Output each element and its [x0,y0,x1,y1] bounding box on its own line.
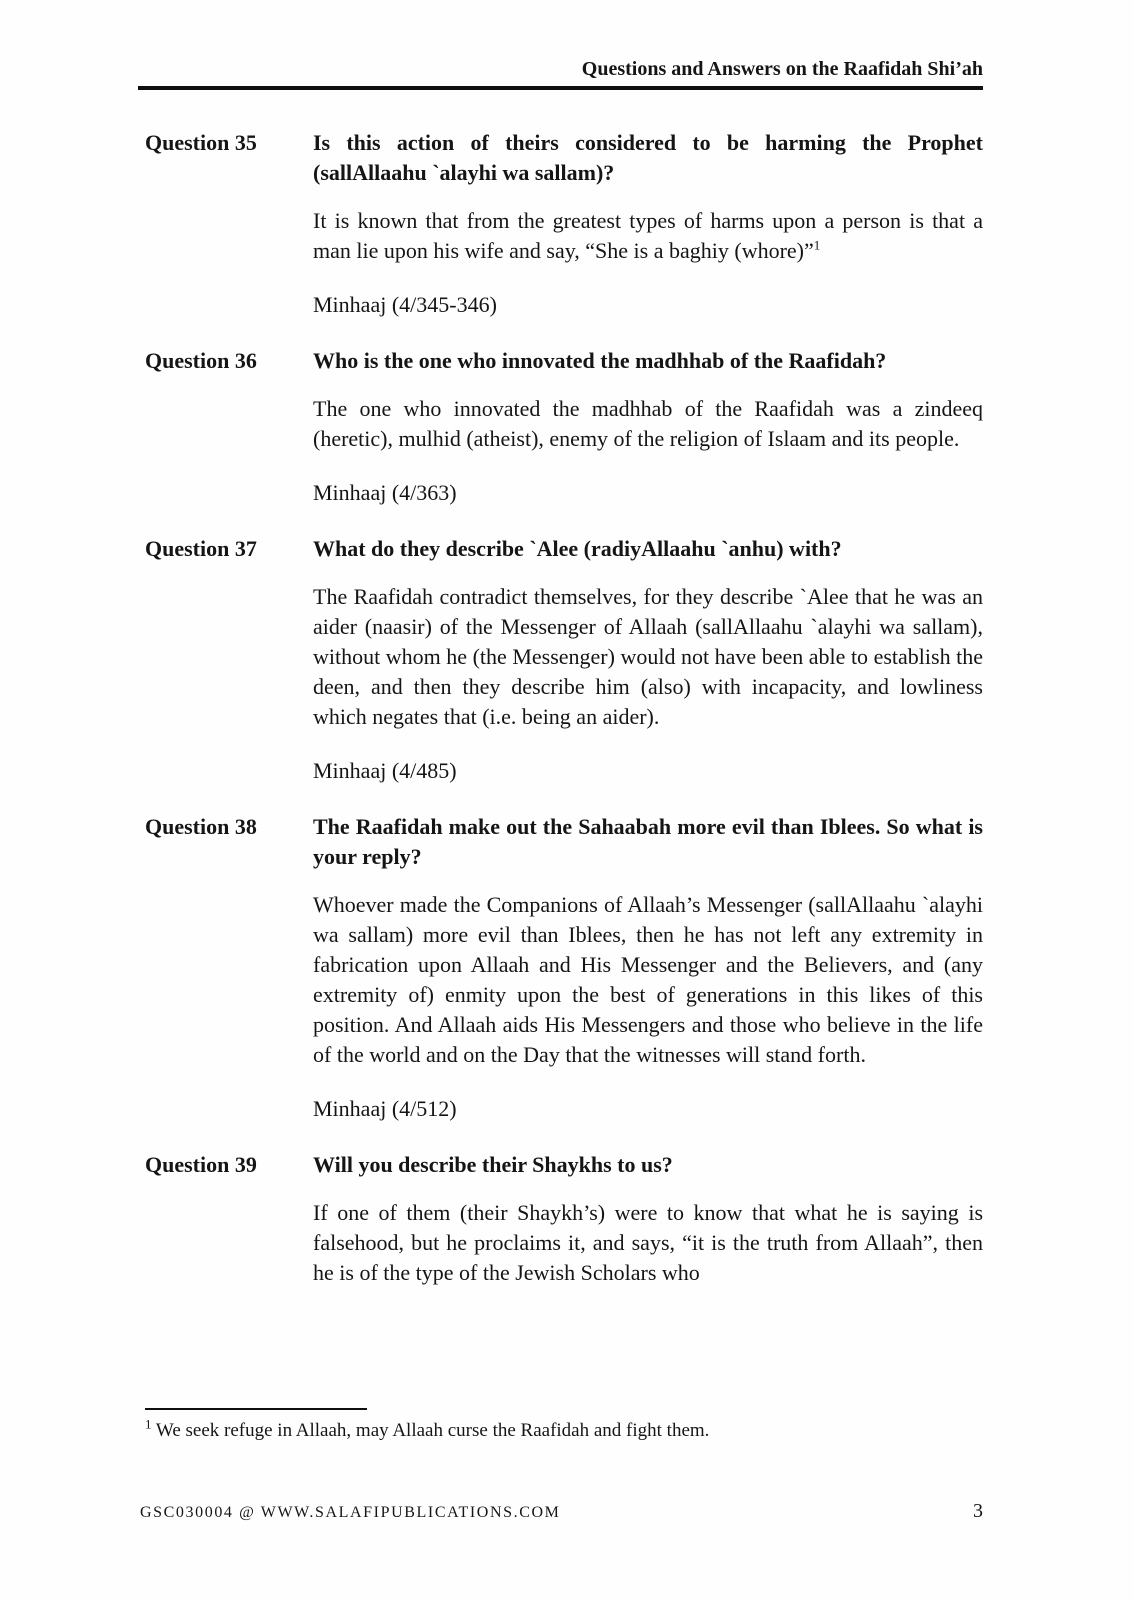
question-label: Question 36 [145,348,257,373]
question-block [145,128,983,320]
answer-text [313,394,983,454]
answer-text [313,890,983,1070]
header-rule [138,86,983,90]
page-header [138,56,983,90]
answer-body: Whoever made the Companions of Allaah’s Messenger (sallAllaahu `alayhi wa sallam) more evil than Iblees, then he has not left any extremity in fabrication upon Allaah and His Messenger and the Believers, and (any extremity of) enmity upon the best of generations in this likes of this position. And Allaah aids His Messengers and those who believe in the life of the world and on the Day that the witnesses will stand forth. [313,892,983,1067]
footer-publication-id: GSC030004 @ WWW.SALAFIPUBLICATIONS.COM [140,1504,561,1521]
reference-text: Minhaaj (4/485) [313,758,457,783]
footnote-rule [145,1408,367,1410]
reference-text: Minhaaj (4/345-346) [313,292,497,317]
answer-text [313,582,983,732]
question-label: Question 35 [145,130,257,155]
question-block [145,534,983,786]
question-label: Question 37 [145,536,257,561]
question-title: Is this action of theirs considered to be harming the Prophet (sallAllaahu `alayhi wa sallam)? [313,130,983,185]
footnote-area [145,1408,983,1443]
reference-text: Minhaaj (4/363) [313,480,457,505]
qa-list [145,128,983,1312]
answer-text [313,1198,983,1288]
answer-body: If one of them (their Shaykh’s) were to know that what he is saying is falsehood, but he proclaims it, and says, “it is the truth from Allaah”, then he is of the type of the Jewish Scholars who [313,1200,983,1285]
question-heading-row [145,346,983,376]
question-label: Question 38 [145,814,257,839]
answer-text [313,206,983,266]
question-title: Will you describe their Shaykhs to us? [313,1152,673,1177]
footnote-body: We seek refuge in Allaah, may Allaah curse the Raafidah and fight them. [155,1420,710,1441]
answer-body: The Raafidah contradict themselves, for they describe `Alee that he was an aider (naasir) of the Messenger of Allaah (sallAllaahu `alayhi wa sallam), without whom he (the Messenger) would not have been able to establish the deen, and then they describe him (also) with incapacity, and lowliness which negates that (i.e. being an aider). [313,584,983,729]
question-title: What do they describe `Alee (radiyAllaahu `anhu) with? [313,536,842,561]
footnote-ref-marker: 1 [813,237,821,253]
answer-body: It is known that from the greatest types of harms upon a person is that a man lie upon his wife and say, “She is a baghiy (whore)” [313,208,983,263]
question-heading-row [145,812,983,872]
footnote [145,1416,983,1443]
question-block [145,812,983,1124]
question-title: Who is the one who innovated the madhhab of the Raafidah? [313,348,887,373]
page-number: 3 [973,1500,983,1522]
question-heading-row [145,534,983,564]
question-block [145,1150,983,1288]
question-title: The Raafidah make out the Sahaabah more evil than Iblees. So what is your reply? [313,814,983,869]
question-label: Question 39 [145,1152,257,1177]
footnote-marker: 1 [145,1416,152,1432]
question-heading-row [145,128,983,188]
question-heading-row [145,1150,983,1180]
page-footer [140,1500,983,1523]
running-header-title: Questions and Answers on the Raafidah Shi’ah [581,58,983,80]
answer-body: The one who innovated the madhhab of the Raafidah was a zindeeq (heretic), mulhid (atheist), enemy of the religion of Islaam and its people. [313,396,983,451]
reference-text: Minhaaj (4/512) [313,1096,457,1121]
question-block [145,346,983,508]
